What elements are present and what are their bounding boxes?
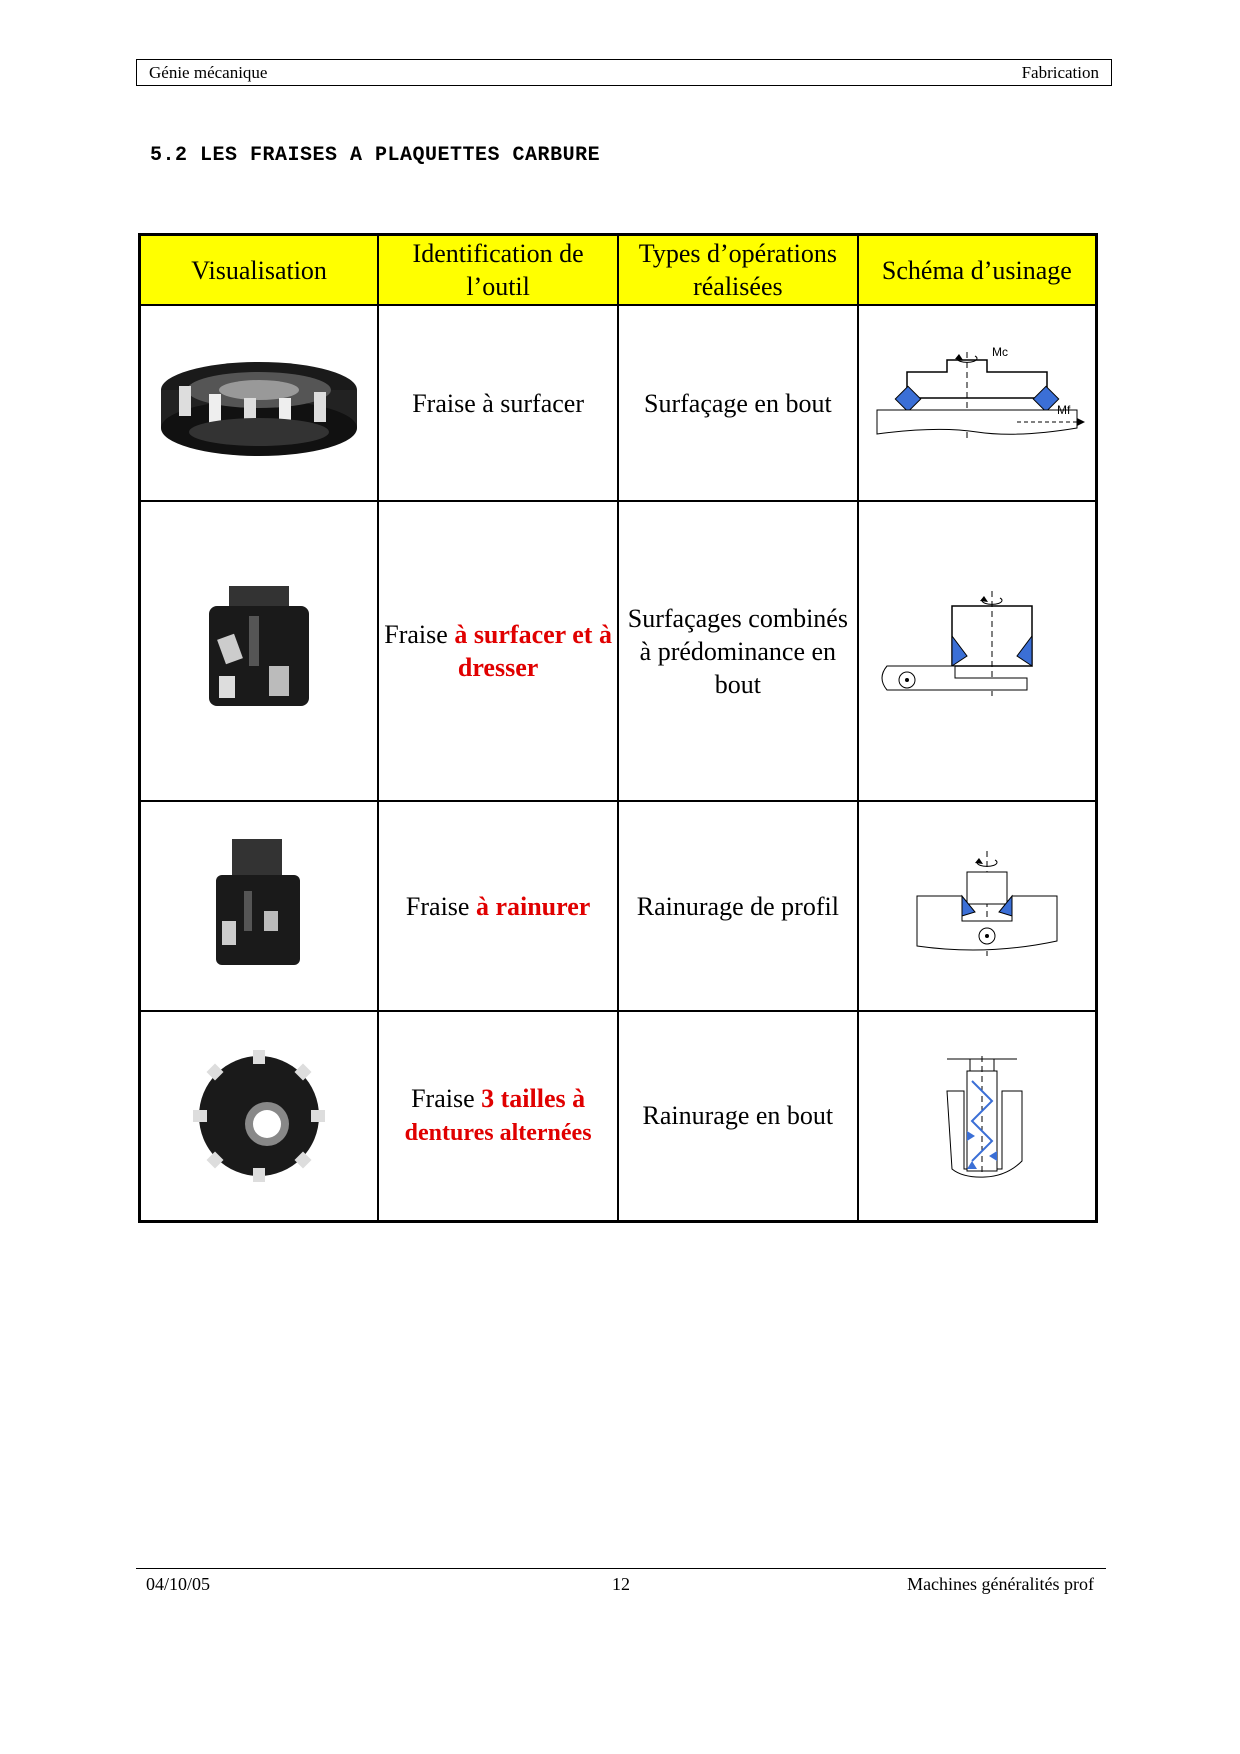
col-header-visualisation: Visualisation bbox=[140, 235, 379, 306]
col-header-schema: Schéma d’usinage bbox=[858, 235, 1097, 306]
shoulder-milling-schema bbox=[858, 501, 1097, 801]
section-title: 5.2 LES FRAISES A PLAQUETTES CARBURE bbox=[150, 144, 601, 167]
tool-identification: Fraise à surfacer bbox=[378, 305, 618, 501]
table-header-row bbox=[140, 235, 1097, 306]
footer-document-name: Machines généralités prof bbox=[907, 1574, 1094, 1594]
operation-type: Surfaçage en bout bbox=[618, 305, 858, 501]
mf-label: Mf bbox=[1056, 403, 1071, 417]
mc-label: Mc bbox=[991, 345, 1008, 359]
footer-date: 04/10/05 bbox=[146, 1574, 211, 1594]
table-row bbox=[140, 1011, 1097, 1221]
table-row bbox=[140, 501, 1097, 801]
tool-identification: Fraise 3 tailles à dentures alternées bbox=[378, 1011, 618, 1221]
tool-identification: Fraise à surfacer et à dresser bbox=[378, 501, 618, 801]
tool-identification: Fraise à rainurer bbox=[378, 801, 618, 1011]
side-and-face-mill-photo bbox=[140, 1011, 379, 1221]
end-slotting-schema bbox=[858, 1011, 1097, 1221]
operation-type: Rainurage de profil bbox=[618, 801, 858, 1011]
shoulder-mill-photo bbox=[140, 501, 379, 801]
col-header-identification: Identification de l’outil bbox=[378, 235, 618, 306]
milling-cutters-table bbox=[138, 233, 1098, 1223]
face-milling-schema bbox=[858, 305, 1097, 501]
header-left: Génie mécanique bbox=[149, 62, 268, 82]
face-mill-photo bbox=[140, 305, 379, 501]
header-right: Fabrication bbox=[1021, 62, 1099, 82]
page-header bbox=[136, 59, 1112, 86]
slot-milling-schema bbox=[858, 801, 1097, 1011]
operation-type: Surfaçages combinés à prédominance en bout bbox=[618, 501, 858, 801]
operation-type: Rainurage en bout bbox=[618, 1011, 858, 1221]
table-row bbox=[140, 305, 1097, 501]
slot-mill-photo bbox=[140, 801, 379, 1011]
table-row bbox=[140, 801, 1097, 1011]
footer-page-number: 12 bbox=[612, 1574, 630, 1594]
footer-rule bbox=[136, 1568, 1106, 1569]
col-header-operations: Types d’opérations réalisées bbox=[618, 235, 858, 306]
